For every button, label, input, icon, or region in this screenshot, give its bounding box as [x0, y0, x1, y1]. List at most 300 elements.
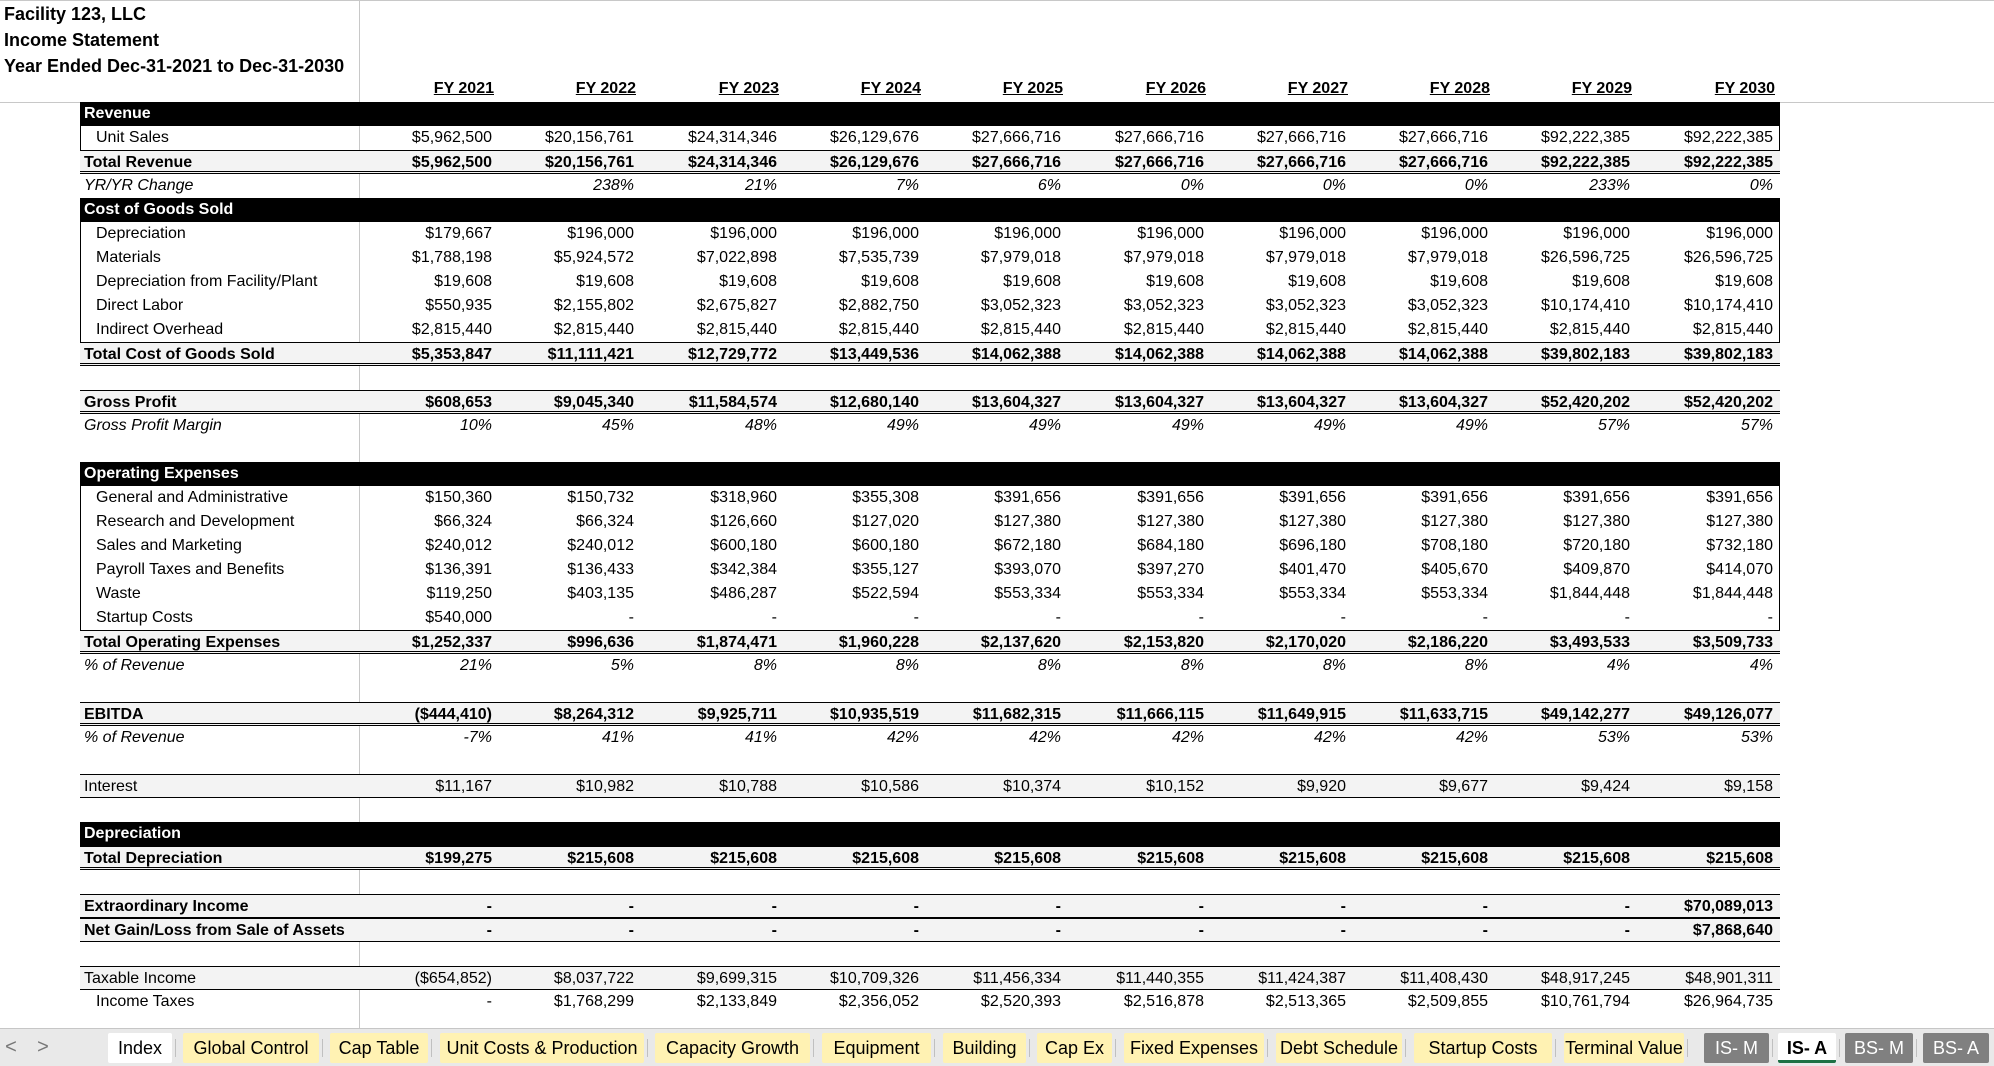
cell-fy-2027[interactable]: -: [1340, 898, 1346, 915]
cell-fy-2021[interactable]: $66,324: [434, 513, 492, 530]
cell-fy-2026[interactable]: 8%: [1180, 657, 1204, 674]
scroll-tabs-right-icon[interactable]: >: [37, 1036, 49, 1058]
cell-fy-2029[interactable]: $10,174,410: [1541, 297, 1630, 314]
cell-fy-2027[interactable]: $11,424,387: [1258, 970, 1346, 987]
cell-fy-2029[interactable]: $92,222,385: [1541, 129, 1630, 146]
cell-fy-2021[interactable]: $550,935: [425, 297, 492, 314]
year-header-fy-2021[interactable]: FY 2021: [433, 80, 494, 97]
cell-fy-2021[interactable]: $19,608: [434, 273, 492, 290]
cell-fy-2022[interactable]: $19,608: [576, 273, 634, 290]
row-depreciation[interactable]: [80, 222, 1780, 246]
cell-fy-2030[interactable]: 53%: [1740, 729, 1773, 746]
sheet-tab-global-control[interactable]: Global Control: [183, 1033, 319, 1063]
cell-fy-2027[interactable]: 0%: [1322, 177, 1346, 194]
cell-fy-2022[interactable]: -: [628, 898, 634, 915]
cell-fy-2022[interactable]: $10,982: [576, 778, 634, 795]
cell-fy-2026[interactable]: $11,440,355: [1116, 970, 1204, 987]
cell-fy-2021[interactable]: $1,788,198: [411, 249, 492, 266]
cell-fy-2024[interactable]: $10,586: [861, 778, 919, 795]
cell-fy-2027[interactable]: $14,062,388: [1257, 346, 1346, 363]
year-header-fy-2025[interactable]: FY 2025: [1002, 80, 1063, 97]
row-taxable-income[interactable]: [80, 966, 1780, 990]
cell-fy-2028[interactable]: $11,633,715: [1399, 706, 1488, 723]
cell-fy-2030[interactable]: $3,509,733: [1692, 634, 1773, 651]
cell-fy-2025[interactable]: $2,815,440: [980, 321, 1061, 338]
cell-fy-2025[interactable]: $393,070: [994, 561, 1061, 578]
cell-fy-2026[interactable]: $19,608: [1146, 273, 1204, 290]
cell-fy-2023[interactable]: $486,287: [710, 585, 777, 602]
cell-fy-2022[interactable]: -: [628, 609, 634, 626]
cell-fy-2028[interactable]: $196,000: [1421, 225, 1488, 242]
cell-fy-2024[interactable]: 8%: [895, 657, 919, 674]
cell-fy-2021[interactable]: $608,653: [425, 394, 492, 411]
sheet-tab-startup-costs[interactable]: Startup Costs: [1414, 1033, 1552, 1063]
row-yr-yr-change[interactable]: [80, 174, 1780, 198]
cell-fy-2022[interactable]: $240,012: [567, 537, 634, 554]
row-interest[interactable]: [80, 774, 1780, 798]
sheet-tab-is-a[interactable]: IS- A: [1778, 1033, 1836, 1063]
cell-fy-2027[interactable]: 49%: [1313, 417, 1346, 434]
cell-fy-2025[interactable]: -: [1055, 609, 1061, 626]
sheet-tab-building[interactable]: Building: [943, 1033, 1026, 1063]
cell-fy-2023[interactable]: $10,788: [719, 778, 777, 795]
cell-fy-2026[interactable]: $684,180: [1137, 537, 1204, 554]
cell-fy-2023[interactable]: -: [771, 922, 777, 939]
cell-fy-2028[interactable]: $7,979,018: [1407, 249, 1488, 266]
cell-fy-2023[interactable]: 8%: [753, 657, 777, 674]
cell-fy-2025[interactable]: $215,608: [994, 850, 1061, 867]
cell-fy-2024[interactable]: $2,815,440: [838, 321, 919, 338]
cell-fy-2026[interactable]: 0%: [1180, 177, 1204, 194]
cell-fy-2028[interactable]: $3,052,323: [1407, 297, 1488, 314]
cell-fy-2021[interactable]: -: [486, 993, 492, 1010]
cell-fy-2027[interactable]: $553,334: [1279, 585, 1346, 602]
row-extraordinary-income[interactable]: [80, 894, 1780, 918]
scroll-tabs-left-icon[interactable]: <: [5, 1036, 17, 1058]
cell-fy-2026[interactable]: $196,000: [1137, 225, 1204, 242]
cell-fy-2025[interactable]: $391,656: [994, 489, 1061, 506]
cell-fy-2025[interactable]: $2,137,620: [980, 634, 1061, 651]
cell-fy-2028[interactable]: 8%: [1464, 657, 1488, 674]
year-header-fy-2023[interactable]: FY 2023: [718, 80, 779, 97]
cell-fy-2030[interactable]: $127,380: [1706, 513, 1773, 530]
cell-fy-2029[interactable]: $2,815,440: [1549, 321, 1630, 338]
cell-fy-2025[interactable]: $196,000: [994, 225, 1061, 242]
cell-fy-2024[interactable]: 49%: [886, 417, 919, 434]
cell-fy-2030[interactable]: $196,000: [1706, 225, 1773, 242]
cell-fy-2026[interactable]: $215,608: [1137, 850, 1204, 867]
cell-fy-2030[interactable]: $39,802,183: [1684, 346, 1773, 363]
row-of-revenue[interactable]: [80, 654, 1780, 678]
cell-fy-2021[interactable]: $11,167: [435, 778, 492, 795]
cell-fy-2022[interactable]: $9,045,340: [553, 394, 634, 411]
cell-fy-2024[interactable]: -: [913, 609, 919, 626]
row-gross-profit-margin[interactable]: [80, 414, 1780, 438]
cell-fy-2021[interactable]: $179,667: [425, 225, 492, 242]
cell-fy-2025[interactable]: $13,604,327: [972, 394, 1061, 411]
blank-row[interactable]: [80, 366, 1780, 390]
cell-fy-2024[interactable]: $12,680,140: [830, 394, 919, 411]
cell-fy-2026[interactable]: $391,656: [1137, 489, 1204, 506]
cell-fy-2024[interactable]: $355,308: [852, 489, 919, 506]
sheet-tab-cap-table[interactable]: Cap Table: [330, 1033, 428, 1063]
cell-fy-2022[interactable]: 238%: [593, 177, 634, 194]
row-income-taxes[interactable]: [80, 990, 1780, 1014]
cell-fy-2025[interactable]: $27,666,716: [972, 154, 1061, 171]
cell-fy-2028[interactable]: $27,666,716: [1399, 129, 1488, 146]
cell-fy-2027[interactable]: 42%: [1313, 729, 1346, 746]
cell-fy-2023[interactable]: $7,022,898: [696, 249, 777, 266]
cell-fy-2025[interactable]: -: [1055, 922, 1061, 939]
cell-fy-2024[interactable]: $600,180: [852, 537, 919, 554]
cell-fy-2024[interactable]: $196,000: [852, 225, 919, 242]
cell-fy-2023[interactable]: $9,925,711: [697, 706, 777, 723]
cell-fy-2026[interactable]: $2,815,440: [1123, 321, 1204, 338]
section-header-operating-expenses[interactable]: [80, 462, 1780, 486]
cell-fy-2024[interactable]: $7,535,739: [838, 249, 919, 266]
cell-fy-2021[interactable]: $119,250: [426, 585, 492, 602]
cell-fy-2023[interactable]: -: [771, 898, 777, 915]
cell-fy-2021[interactable]: $5,962,500: [411, 129, 492, 146]
cell-fy-2030[interactable]: $2,815,440: [1692, 321, 1773, 338]
cell-fy-2030[interactable]: $92,222,385: [1684, 154, 1773, 171]
blank-row[interactable]: [80, 798, 1780, 822]
cell-fy-2030[interactable]: $10,174,410: [1684, 297, 1773, 314]
cell-fy-2023[interactable]: $19,608: [719, 273, 777, 290]
cell-fy-2028[interactable]: 49%: [1455, 417, 1488, 434]
row-ebitda[interactable]: [80, 702, 1780, 726]
cell-fy-2021[interactable]: $1,252,337: [411, 634, 492, 651]
cell-fy-2029[interactable]: -: [1624, 609, 1630, 626]
cell-fy-2026[interactable]: $11,666,115: [1116, 706, 1204, 723]
cell-fy-2024[interactable]: $1,960,228: [838, 634, 919, 651]
blank-row[interactable]: [80, 750, 1780, 774]
cell-fy-2030[interactable]: $92,222,385: [1684, 129, 1773, 146]
cell-fy-2023[interactable]: $2,675,827: [696, 297, 777, 314]
cell-fy-2030[interactable]: $7,868,640: [1692, 922, 1773, 939]
row-research-and-development[interactable]: [80, 510, 1780, 534]
cell-fy-2025[interactable]: $7,979,018: [980, 249, 1061, 266]
cell-fy-2027[interactable]: $7,979,018: [1265, 249, 1346, 266]
cell-fy-2022[interactable]: $215,608: [567, 850, 634, 867]
cell-fy-2030[interactable]: 57%: [1740, 417, 1773, 434]
cell-fy-2027[interactable]: $13,604,327: [1257, 394, 1346, 411]
sheet-tab-bs-m[interactable]: BS- M: [1845, 1033, 1913, 1063]
cell-fy-2026[interactable]: $27,666,716: [1115, 154, 1204, 171]
cell-fy-2025[interactable]: $553,334: [994, 585, 1061, 602]
cell-fy-2025[interactable]: $19,608: [1003, 273, 1061, 290]
cell-fy-2025[interactable]: $127,380: [994, 513, 1061, 530]
cell-fy-2023[interactable]: $2,133,849: [696, 993, 777, 1010]
cell-fy-2023[interactable]: $9,699,315: [696, 970, 777, 987]
cell-fy-2030[interactable]: $391,656: [1706, 489, 1773, 506]
cell-fy-2028[interactable]: $708,180: [1421, 537, 1488, 554]
cell-fy-2029[interactable]: -: [1624, 922, 1630, 939]
cell-fy-2023[interactable]: $126,660: [710, 513, 777, 530]
cell-fy-2030[interactable]: -: [1767, 609, 1773, 626]
cell-fy-2023[interactable]: $342,384: [710, 561, 777, 578]
cell-fy-2026[interactable]: $127,380: [1137, 513, 1204, 530]
cell-fy-2028[interactable]: $2,815,440: [1407, 321, 1488, 338]
cell-fy-2027[interactable]: $27,666,716: [1257, 154, 1346, 171]
cell-fy-2021[interactable]: $5,353,847: [411, 346, 492, 363]
cell-fy-2023[interactable]: $24,314,346: [688, 154, 777, 171]
cell-fy-2028[interactable]: $2,509,855: [1407, 993, 1488, 1010]
cell-fy-2029[interactable]: $215,608: [1563, 850, 1630, 867]
cell-fy-2022[interactable]: 5%: [610, 657, 634, 674]
cell-fy-2028[interactable]: -: [1482, 922, 1488, 939]
cell-fy-2028[interactable]: $19,608: [1430, 273, 1488, 290]
cell-fy-2021[interactable]: -7%: [463, 729, 492, 746]
cell-fy-2026[interactable]: $7,979,018: [1123, 249, 1204, 266]
cell-fy-2026[interactable]: $3,052,323: [1123, 297, 1204, 314]
cell-fy-2022[interactable]: $20,156,761: [545, 129, 634, 146]
cell-fy-2025[interactable]: 42%: [1028, 729, 1061, 746]
cell-fy-2023[interactable]: 48%: [744, 417, 777, 434]
cell-fy-2024[interactable]: -: [913, 898, 919, 915]
cell-fy-2025[interactable]: 49%: [1028, 417, 1061, 434]
cell-fy-2024[interactable]: $26,129,676: [830, 129, 919, 146]
cell-fy-2029[interactable]: $26,596,725: [1541, 249, 1630, 266]
cell-fy-2028[interactable]: -: [1482, 609, 1488, 626]
cell-fy-2030[interactable]: $26,964,735: [1684, 993, 1773, 1010]
year-header-fy-2029[interactable]: FY 2029: [1571, 80, 1632, 97]
sheet-tab-terminal-value[interactable]: Terminal Value: [1564, 1033, 1684, 1063]
cell-fy-2023[interactable]: $196,000: [710, 225, 777, 242]
cell-fy-2024[interactable]: $2,882,750: [838, 297, 919, 314]
cell-fy-2022[interactable]: $5,924,572: [553, 249, 634, 266]
cell-fy-2030[interactable]: $49,126,077: [1684, 706, 1773, 723]
cell-fy-2022[interactable]: -: [628, 922, 634, 939]
cell-fy-2027[interactable]: $391,656: [1279, 489, 1346, 506]
sheet-tab-index[interactable]: Index: [108, 1033, 172, 1063]
cell-fy-2029[interactable]: $196,000: [1563, 225, 1630, 242]
row-general-and-administrative[interactable]: [80, 486, 1780, 510]
cell-fy-2027[interactable]: $9,920: [1297, 778, 1346, 795]
cell-fy-2026[interactable]: $2,153,820: [1123, 634, 1204, 651]
row-depreciation-from-facility-plant[interactable]: [80, 270, 1780, 294]
cell-fy-2021[interactable]: $199,275: [425, 850, 492, 867]
cell-fy-2027[interactable]: $19,608: [1288, 273, 1346, 290]
cell-fy-2026[interactable]: 49%: [1171, 417, 1204, 434]
cell-fy-2023[interactable]: $1,874,471: [696, 634, 777, 651]
cell-fy-2023[interactable]: $12,729,772: [688, 346, 777, 363]
row-materials[interactable]: [80, 246, 1780, 270]
row-total-operating-expenses[interactable]: [80, 630, 1780, 654]
cell-fy-2026[interactable]: -: [1198, 922, 1204, 939]
cell-fy-2026[interactable]: $14,062,388: [1115, 346, 1204, 363]
cell-fy-2022[interactable]: $1,768,299: [553, 993, 634, 1010]
cell-fy-2028[interactable]: 42%: [1455, 729, 1488, 746]
cell-fy-2022[interactable]: 41%: [601, 729, 634, 746]
cell-fy-2027[interactable]: $3,052,323: [1265, 297, 1346, 314]
cell-fy-2024[interactable]: $2,356,052: [838, 993, 919, 1010]
cell-fy-2023[interactable]: $11,584,574: [688, 394, 777, 411]
row-startup-costs[interactable]: [80, 606, 1780, 630]
cell-fy-2023[interactable]: 21%: [744, 177, 777, 194]
cell-fy-2030[interactable]: $52,420,202: [1684, 394, 1773, 411]
cell-fy-2030[interactable]: 0%: [1749, 177, 1773, 194]
cell-fy-2021[interactable]: $2,815,440: [411, 321, 492, 338]
sheet-tab-bs-a[interactable]: BS- A: [1923, 1033, 1989, 1063]
cell-fy-2025[interactable]: $14,062,388: [972, 346, 1061, 363]
cell-fy-2023[interactable]: $215,608: [710, 850, 777, 867]
cell-fy-2026[interactable]: $13,604,327: [1115, 394, 1204, 411]
cell-fy-2026[interactable]: $397,270: [1137, 561, 1204, 578]
section-header-depreciation[interactable]: [80, 822, 1780, 846]
cell-fy-2028[interactable]: $9,677: [1439, 778, 1488, 795]
cell-fy-2029[interactable]: $409,870: [1563, 561, 1630, 578]
year-header-fy-2030[interactable]: FY 2030: [1714, 80, 1775, 97]
sheet-tab-fixed-expenses[interactable]: Fixed Expenses: [1124, 1033, 1264, 1063]
cell-fy-2027[interactable]: -: [1340, 922, 1346, 939]
cell-fy-2030[interactable]: $19,608: [1715, 273, 1773, 290]
cell-fy-2024[interactable]: $10,935,519: [830, 706, 919, 723]
cell-fy-2026[interactable]: -: [1198, 898, 1204, 915]
blank-row[interactable]: [80, 942, 1780, 966]
row-of-revenue[interactable]: [80, 726, 1780, 750]
cell-fy-2027[interactable]: $11,649,915: [1257, 706, 1346, 723]
cell-fy-2029[interactable]: 233%: [1589, 177, 1630, 194]
cell-fy-2023[interactable]: $24,314,346: [688, 129, 777, 146]
cell-fy-2030[interactable]: $26,596,725: [1684, 249, 1773, 266]
year-header-fy-2026[interactable]: FY 2026: [1145, 80, 1206, 97]
cell-fy-2022[interactable]: $2,815,440: [553, 321, 634, 338]
cell-fy-2025[interactable]: -: [1055, 898, 1061, 915]
cell-fy-2022[interactable]: $136,433: [567, 561, 634, 578]
cell-fy-2030[interactable]: $48,901,311: [1685, 970, 1773, 987]
cell-fy-2021[interactable]: $5,962,500: [411, 154, 492, 171]
sheet-tab-unit-costs-production[interactable]: Unit Costs & Production: [440, 1033, 644, 1063]
cell-fy-2029[interactable]: 4%: [1606, 657, 1630, 674]
year-header-fy-2024[interactable]: FY 2024: [860, 80, 921, 97]
cell-fy-2029[interactable]: $3,493,533: [1549, 634, 1630, 651]
cell-fy-2027[interactable]: $2,513,365: [1265, 993, 1346, 1010]
cell-fy-2030[interactable]: $215,608: [1706, 850, 1773, 867]
cell-fy-2028[interactable]: $405,670: [1421, 561, 1488, 578]
cell-fy-2022[interactable]: 45%: [601, 417, 634, 434]
cell-fy-2023[interactable]: $318,960: [710, 489, 777, 506]
cell-fy-2021[interactable]: -: [486, 922, 492, 939]
cell-fy-2025[interactable]: $3,052,323: [980, 297, 1061, 314]
cell-fy-2029[interactable]: $19,608: [1572, 273, 1630, 290]
cell-fy-2021[interactable]: [358, 174, 492, 198]
cell-fy-2022[interactable]: $2,155,802: [553, 297, 634, 314]
cell-fy-2023[interactable]: $2,815,440: [696, 321, 777, 338]
cell-fy-2027[interactable]: $2,170,020: [1265, 634, 1346, 651]
sheet-tab-equipment[interactable]: Equipment: [822, 1033, 931, 1063]
cell-fy-2021[interactable]: $150,360: [425, 489, 492, 506]
cell-fy-2026[interactable]: $2,516,878: [1123, 993, 1204, 1010]
cell-fy-2021[interactable]: ($444,410): [414, 706, 492, 723]
cell-fy-2024[interactable]: $19,608: [861, 273, 919, 290]
row-sales-and-marketing[interactable]: [80, 534, 1780, 558]
cell-fy-2025[interactable]: $27,666,716: [972, 129, 1061, 146]
cell-fy-2029[interactable]: 57%: [1597, 417, 1630, 434]
cell-fy-2021[interactable]: ($654,852): [414, 970, 492, 987]
cell-fy-2029[interactable]: $127,380: [1563, 513, 1630, 530]
sheet-tab-cap-ex[interactable]: Cap Ex: [1037, 1033, 1112, 1063]
cell-fy-2025[interactable]: $10,374: [1003, 778, 1061, 795]
cell-fy-2028[interactable]: $27,666,716: [1399, 154, 1488, 171]
sheet-tab-debt-schedule[interactable]: Debt Schedule: [1276, 1033, 1402, 1063]
cell-fy-2021[interactable]: $136,391: [425, 561, 492, 578]
cell-fy-2029[interactable]: $48,917,245: [1541, 970, 1630, 987]
cell-fy-2024[interactable]: -: [913, 922, 919, 939]
cell-fy-2026[interactable]: $553,334: [1137, 585, 1204, 602]
sheet-tab-is-m[interactable]: IS- M: [1704, 1033, 1769, 1063]
blank-row[interactable]: [80, 438, 1780, 462]
cell-fy-2021[interactable]: 21%: [459, 657, 492, 674]
cell-fy-2026[interactable]: $10,152: [1146, 778, 1204, 795]
cell-fy-2021[interactable]: -: [486, 898, 492, 915]
year-header-fy-2022[interactable]: FY 2022: [575, 80, 636, 97]
row-total-revenue[interactable]: [80, 150, 1780, 174]
section-header-revenue[interactable]: [80, 102, 1780, 126]
sheet-tab-capacity-growth[interactable]: Capacity Growth: [655, 1033, 810, 1063]
cell-fy-2029[interactable]: $391,656: [1563, 489, 1630, 506]
cell-fy-2024[interactable]: $26,129,676: [830, 154, 919, 171]
cell-fy-2027[interactable]: $127,380: [1279, 513, 1346, 530]
row-net-gain-loss-from-sale-of-assets[interactable]: [80, 918, 1780, 942]
row-waste[interactable]: [80, 582, 1780, 606]
cell-fy-2023[interactable]: -: [771, 609, 777, 626]
cell-fy-2028[interactable]: $13,604,327: [1399, 394, 1488, 411]
cell-fy-2029[interactable]: $52,420,202: [1541, 394, 1630, 411]
cell-fy-2024[interactable]: 7%: [895, 177, 919, 194]
cell-fy-2029[interactable]: $92,222,385: [1541, 154, 1630, 171]
cell-fy-2029[interactable]: $10,761,794: [1541, 993, 1630, 1010]
cell-fy-2029[interactable]: $39,802,183: [1541, 346, 1630, 363]
cell-fy-2029[interactable]: -: [1624, 898, 1630, 915]
cell-fy-2030[interactable]: $732,180: [1706, 537, 1773, 554]
cell-fy-2029[interactable]: $49,142,277: [1541, 706, 1630, 723]
row-unit-sales[interactable]: [80, 126, 1780, 150]
cell-fy-2026[interactable]: -: [1198, 609, 1204, 626]
row-direct-labor[interactable]: [80, 294, 1780, 318]
cell-fy-2028[interactable]: $215,608: [1421, 850, 1488, 867]
cell-fy-2022[interactable]: $20,156,761: [545, 154, 634, 171]
row-indirect-overhead[interactable]: [80, 318, 1780, 342]
cell-fy-2028[interactable]: $2,186,220: [1407, 634, 1488, 651]
cell-fy-2022[interactable]: $8,264,312: [553, 706, 634, 723]
cell-fy-2024[interactable]: $127,020: [852, 513, 919, 530]
cell-fy-2027[interactable]: $696,180: [1279, 537, 1346, 554]
cell-fy-2027[interactable]: $196,000: [1279, 225, 1346, 242]
cell-fy-2021[interactable]: 10%: [459, 417, 492, 434]
cell-fy-2030[interactable]: $414,070: [1706, 561, 1773, 578]
cell-fy-2024[interactable]: 42%: [886, 729, 919, 746]
cell-fy-2022[interactable]: $150,732: [567, 489, 634, 506]
cell-fy-2023[interactable]: 41%: [744, 729, 777, 746]
blank-row[interactable]: [80, 870, 1780, 894]
cell-fy-2030[interactable]: $1,844,448: [1692, 585, 1773, 602]
cell-fy-2022[interactable]: $996,636: [567, 634, 634, 651]
row-total-depreciation[interactable]: [80, 846, 1780, 870]
cell-fy-2022[interactable]: $196,000: [567, 225, 634, 242]
row-payroll-taxes-and-benefits[interactable]: [80, 558, 1780, 582]
cell-fy-2027[interactable]: $401,470: [1279, 561, 1346, 578]
cell-fy-2025[interactable]: 8%: [1037, 657, 1061, 674]
cell-fy-2028[interactable]: $553,334: [1421, 585, 1488, 602]
cell-fy-2027[interactable]: $27,666,716: [1257, 129, 1346, 146]
cell-fy-2028[interactable]: -: [1482, 898, 1488, 915]
cell-fy-2030[interactable]: $70,089,013: [1684, 898, 1773, 915]
cell-fy-2027[interactable]: $215,608: [1279, 850, 1346, 867]
year-header-fy-2028[interactable]: FY 2028: [1429, 80, 1490, 97]
year-header-fy-2027[interactable]: FY 2027: [1287, 80, 1348, 97]
cell-fy-2027[interactable]: $2,815,440: [1265, 321, 1346, 338]
